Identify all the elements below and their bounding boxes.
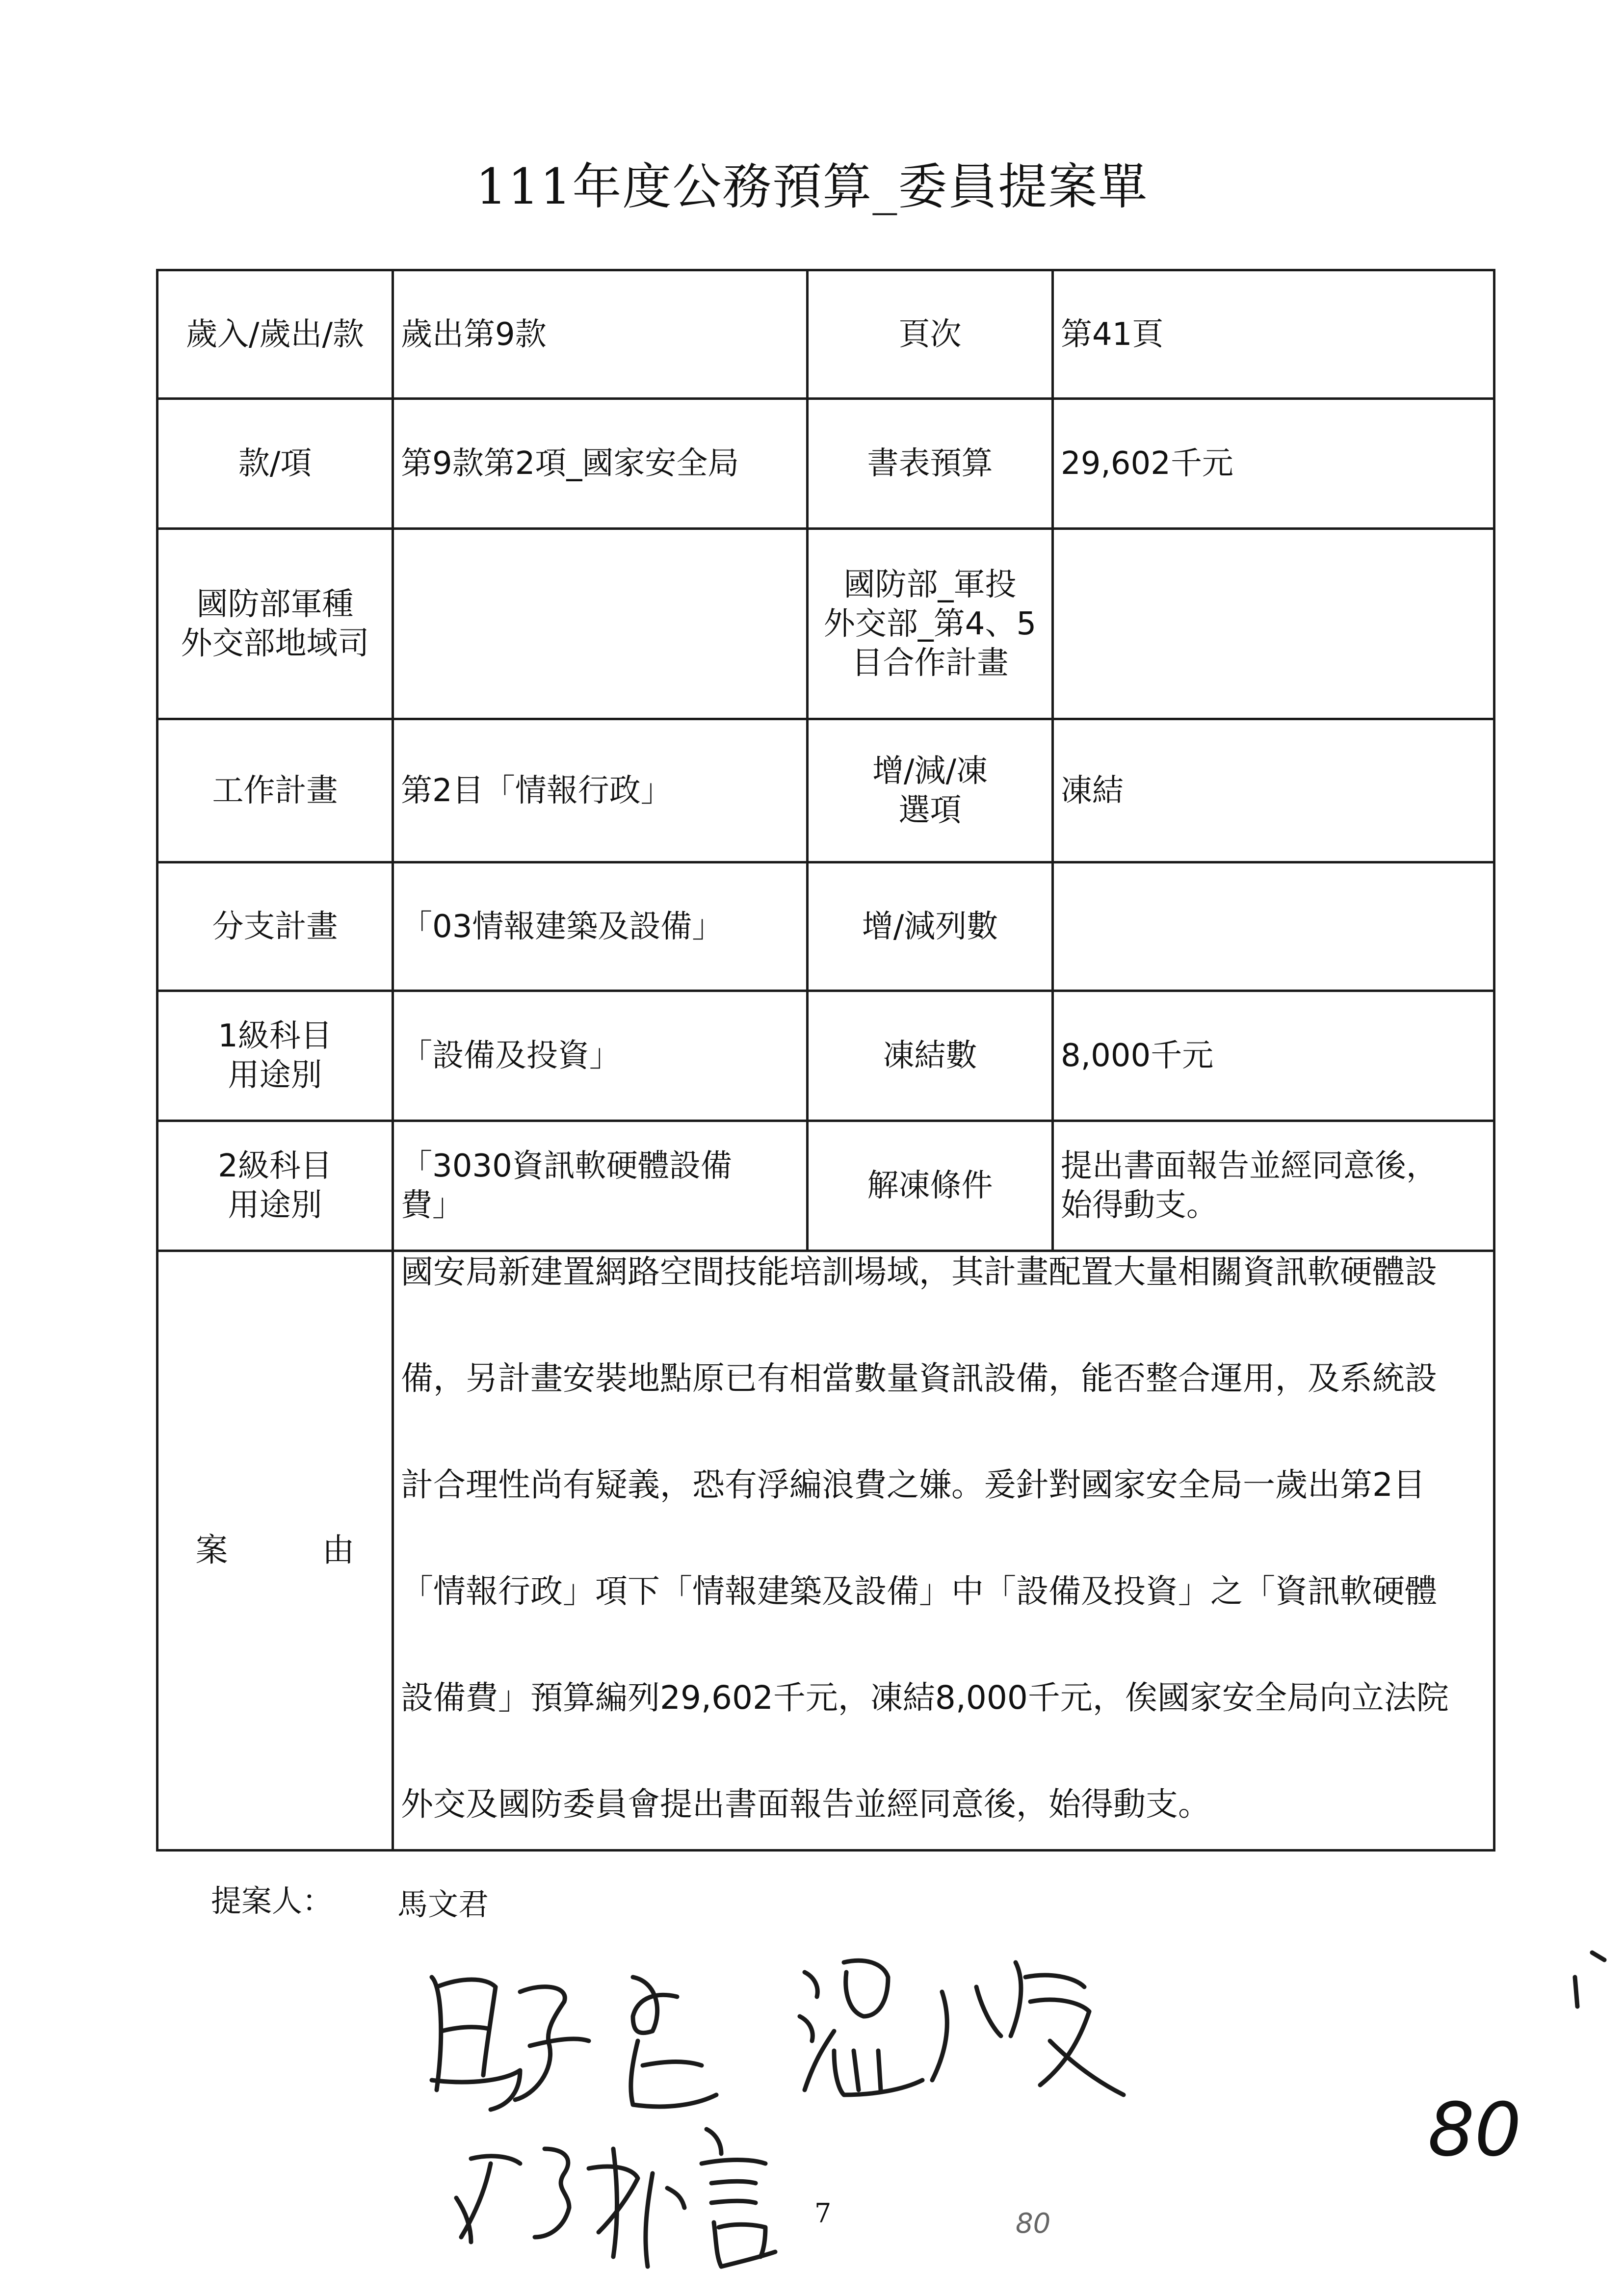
case-line: 設備費」預算編列29,602千元，凍結8,000千元，俟國家安全局向立法院 [401, 1679, 1449, 1717]
label-level1-subject: 1級科目 用途別 [157, 991, 393, 1121]
label-page: 頁次 [808, 270, 1053, 399]
label-frozen-amount: 凍結數 [808, 991, 1053, 1121]
value-level2-subject: 「3030資訊軟硬體設備 費」 [393, 1121, 808, 1251]
case-line: 國安局新建置網路空間技能培訓場域，其計畫配置大量相關資訊軟硬體設 [401, 1253, 1437, 1291]
label-option: 增/減/凍 選項 [808, 719, 1053, 862]
value-branch-plan: 「03情報建築及設備」 [393, 862, 808, 991]
case-line: 計合理性尚有疑義，恐有浮編浪費之嫌。爰針對國家安全局一歲出第2目 [401, 1466, 1425, 1504]
value-option: 凍結 [1053, 719, 1494, 862]
signature-1 [432, 1977, 716, 2110]
label-military-region: 國防部軍種 外交部地域司 [157, 529, 393, 719]
label-budget-type: 歲入/歲出/款 [157, 270, 393, 399]
value-unfreeze-condition: 提出書面報告並經同意後， 始得動支。 [1053, 1121, 1494, 1251]
label-section-item: 款/項 [157, 399, 393, 529]
label-statement-budget: 書表預算 [808, 399, 1053, 529]
value-budget-type: 歲出第9款 [393, 270, 808, 399]
case-line: 外交及國防委員會提出書面報告並經同意後，始得動支。 [401, 1785, 1210, 1823]
value-work-plan: 第2目「情報行政」 [393, 719, 808, 862]
label-work-plan: 工作計畫 [157, 719, 393, 862]
margin-mark [1575, 1953, 1604, 2007]
value-frozen-amount: 8,000千元 [1053, 991, 1494, 1121]
label-case-reason: 案 由 [157, 1251, 393, 1851]
proposer-label: 提案人： [211, 1883, 333, 1919]
small-number: 7 [814, 2198, 832, 2229]
small-number-2: 80 [1016, 2208, 1051, 2240]
label-branch-plan: 分支計畫 [157, 862, 393, 991]
label-unfreeze-condition: 解凍條件 [808, 1121, 1053, 1251]
value-page: 第41頁 [1053, 270, 1494, 399]
signature-3 [456, 2129, 775, 2267]
value-level1-subject: 「設備及投資」 [393, 991, 808, 1121]
page-number: 80 [1428, 2087, 1521, 2173]
case-line: 備，另計畫安裝地點原已有相當數量資訊設備，能否整合運用，及系統設 [401, 1359, 1437, 1397]
value-section-item: 第9款第2項_國家安全局 [393, 399, 808, 529]
case-line: 「情報行政」項下「情報建築及設備」中「設備及投資」之「資訊軟硬體 [401, 1572, 1437, 1610]
label-level2-subject: 2級科目 用途別 [157, 1121, 393, 1251]
value-statement-budget: 29,602千元 [1053, 399, 1494, 529]
label-cooperation-plan: 國防部_軍投 外交部_第4、5 目合作計畫 [808, 529, 1053, 719]
signature-2 [800, 1960, 1124, 2095]
label-change-amount: 增/減列數 [808, 862, 1053, 991]
document-title: 111年度公務預算_委員提案單 [475, 158, 1149, 215]
proposer-name: 馬文君 [397, 1886, 489, 1922]
